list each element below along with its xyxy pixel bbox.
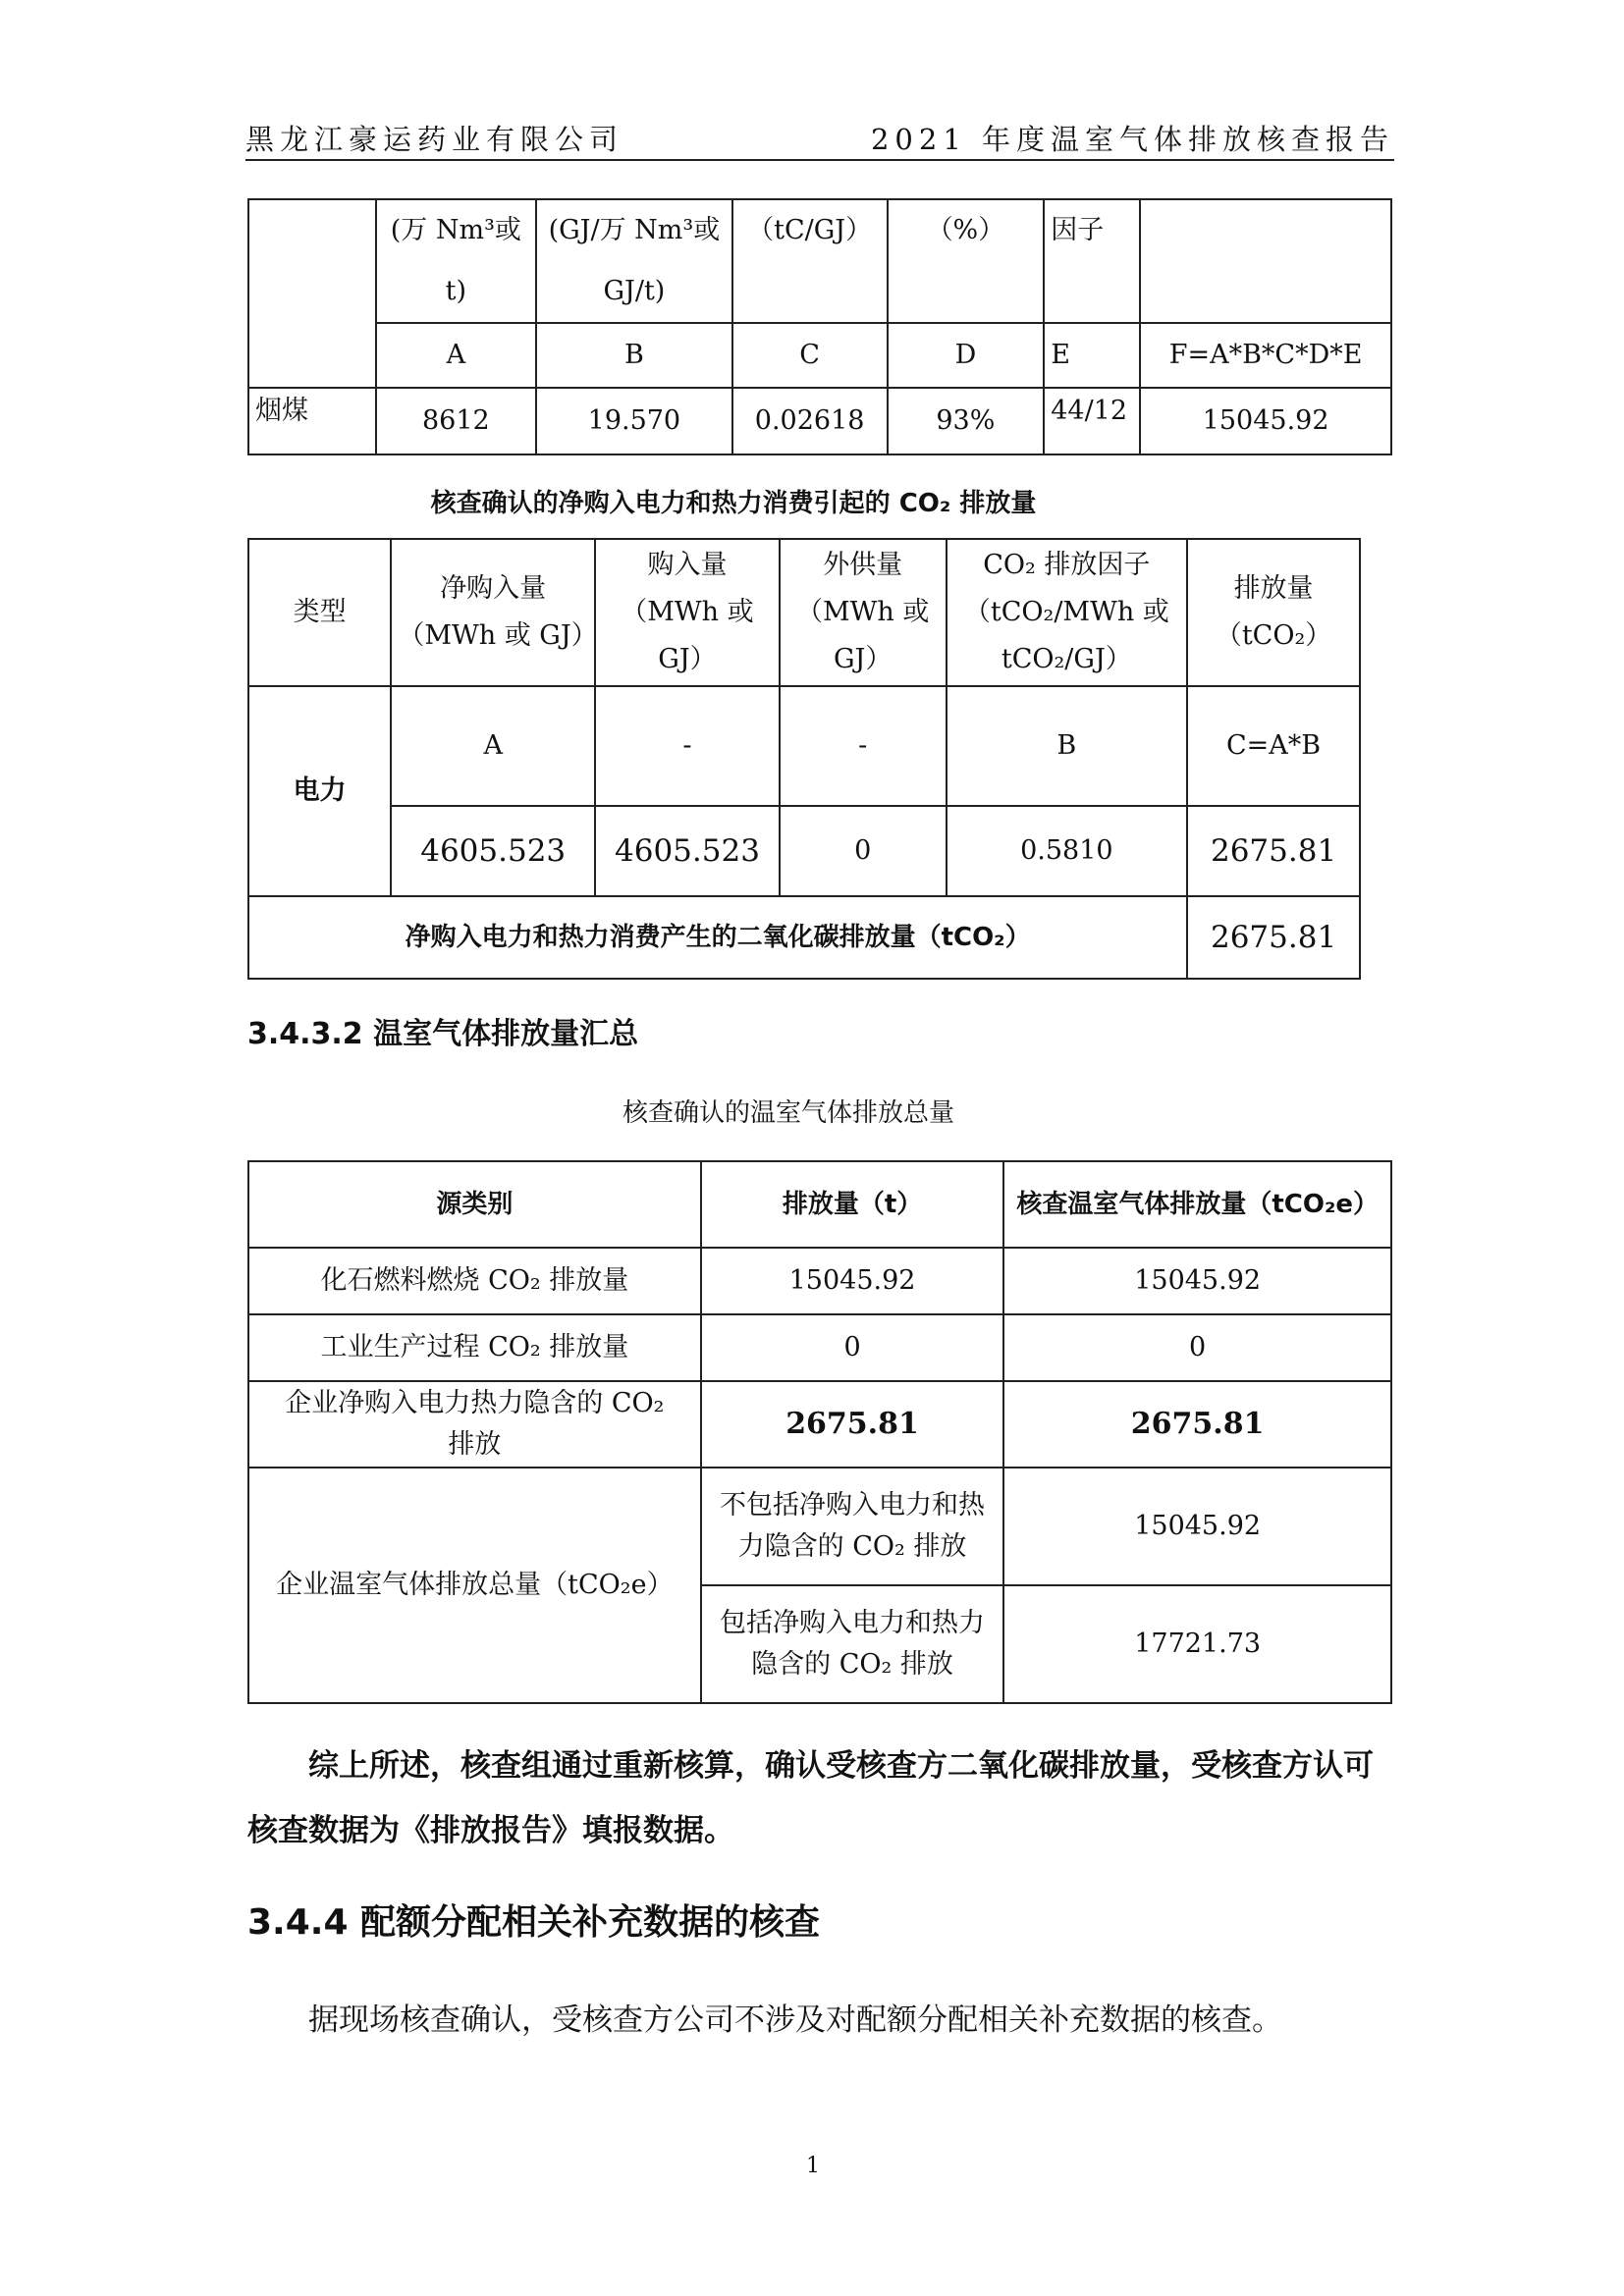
power-emission-table [247, 538, 1361, 980]
table-row [248, 1468, 1391, 1585]
table-cell: 类型 [248, 539, 391, 686]
table-cell: 2675.81 [1003, 1381, 1391, 1468]
table-cell: 19.570 [536, 388, 732, 454]
table-cell: 17721.73 [1003, 1585, 1391, 1703]
table-cell: 化石燃料燃烧 CO₂ 排放量 [248, 1248, 701, 1314]
fuel-emission-table [247, 198, 1392, 455]
conclusion-paragraph: 综上所述，核查组通过重新核算，确认受核查方二氧化碳排放量，受核查方认可核查数据为《排放报告》填报数据。 [247, 1748, 1374, 1848]
table-row [248, 388, 1391, 454]
table-cell: 4605.523 [391, 806, 595, 896]
table-cell: 企业温室气体排放总量（tCO₂e） [248, 1468, 701, 1703]
table-cell: E [1044, 323, 1140, 388]
table-cell: 排放量（t） [701, 1161, 1004, 1248]
table-cell: 0 [780, 806, 947, 896]
table-cell: 2675.81 [1187, 896, 1360, 979]
table-row [248, 1248, 1391, 1314]
table-row [248, 199, 1391, 323]
report-title: 2021 年度温室气体排放核查报告 [870, 123, 1394, 156]
table-cell: 15045.92 [701, 1248, 1004, 1314]
section-paragraph: 据现场核查确认，受核查方公司不涉及对配额分配相关补充数据的核查。 [308, 2002, 1282, 2038]
table-cell: 外供量（MWh 或 GJ） [780, 539, 947, 686]
table-cell: D [888, 323, 1045, 388]
page-header [245, 116, 1394, 161]
table-cell: 购入量（MWh 或 GJ） [595, 539, 780, 686]
table-cell: B [536, 323, 732, 388]
table-cell: 核查温室气体排放量（tCO₂e） [1003, 1161, 1391, 1248]
table-cell: 电力 [248, 686, 391, 896]
table-cell: B [947, 686, 1188, 806]
table-cell [248, 199, 376, 388]
table-cell: C=A*B [1187, 686, 1360, 806]
table-cell: CO₂ 排放因子（tCO₂/MWh 或 tCO₂/GJ） [947, 539, 1188, 686]
table-cell: F=A*B*C*D*E [1140, 323, 1391, 388]
table-cell: 排放量（tCO₂） [1187, 539, 1360, 686]
table-cell: 不包括净购入电力和热力隐含的 CO₂ 排放 [701, 1468, 1004, 1585]
emission-summary-table [247, 1160, 1392, 1704]
section-heading: 3.4.3.2 温室气体排放量汇总 [247, 1017, 639, 1051]
table-cell: A [376, 323, 537, 388]
table-cell: (GJ/万 Nm³或 GJ/t) [536, 199, 732, 323]
table-row [248, 1381, 1391, 1468]
table-row [248, 806, 1360, 896]
table-cell: 93% [888, 388, 1045, 454]
table-cell: 15045.92 [1140, 388, 1391, 454]
table-cell: 4605.523 [595, 806, 780, 896]
table-cell: 烟煤 [248, 388, 376, 454]
company-name: 黑龙江豪运药业有限公司 [245, 123, 624, 156]
table-row [248, 686, 1360, 806]
table-cell: 0.5810 [947, 806, 1188, 896]
table-cell: 企业净购入电力热力隐含的 CO₂ 排放 [248, 1381, 701, 1468]
table-cell: 源类别 [248, 1161, 701, 1248]
table-row [248, 539, 1360, 686]
page-number: 1 [806, 2154, 820, 2178]
table-row [248, 1161, 1391, 1248]
table-row [248, 1314, 1391, 1381]
table-cell: 净购入电力和热力消费产生的二氧化碳排放量（tCO₂） [248, 896, 1187, 979]
table-cell: - [595, 686, 780, 806]
table-caption: 核查确认的净购入电力和热力消费引起的 CO₂ 排放量 [430, 489, 1037, 518]
table-cell: 净购入量（MWh 或 GJ） [391, 539, 595, 686]
table-cell: 15045.92 [1003, 1468, 1391, 1585]
section-heading: 3.4.4 配额分配相关补充数据的核查 [247, 1902, 821, 1943]
table-row [248, 896, 1360, 979]
table-cell: 2675.81 [701, 1381, 1004, 1468]
table-caption: 核查确认的温室气体排放总量 [622, 1098, 954, 1128]
table-cell: 工业生产过程 CO₂ 排放量 [248, 1314, 701, 1381]
table-cell: 8612 [376, 388, 537, 454]
table-cell: 15045.92 [1003, 1248, 1391, 1314]
table-cell: （%） [888, 199, 1045, 323]
table-cell: - [780, 686, 947, 806]
table-cell: (万 Nm³或 t) [376, 199, 537, 323]
table-row [248, 323, 1391, 388]
table-cell: 0 [701, 1314, 1004, 1381]
table-cell [1140, 199, 1391, 323]
table-cell: 包括净购入电力和热力隐含的 CO₂ 排放 [701, 1585, 1004, 1703]
table-cell: 因子 [1044, 199, 1140, 323]
table-cell: A [391, 686, 595, 806]
table-cell: 2675.81 [1187, 806, 1360, 896]
table-cell: 0 [1003, 1314, 1391, 1381]
table-cell: （tC/GJ） [732, 199, 888, 323]
table-cell: C [732, 323, 888, 388]
table-cell: 44/12 [1044, 388, 1140, 454]
table-cell: 0.02618 [732, 388, 888, 454]
